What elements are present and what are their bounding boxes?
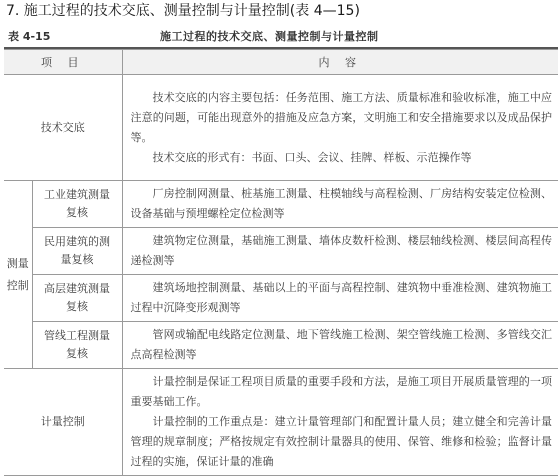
sub-content-civil-text: 建筑物定位测量，基础施工测量、墙体皮数杆检测、楼层轴线检测、楼层间高程传递检测等: [130, 234, 552, 267]
table-header-row: [4, 50, 558, 75]
measure-control-table: [4, 49, 558, 476]
sub-content-pipeline-text: 管网或输配电线路定位测量、地下管线施工检测、架空管线施工检测、多管线交汇点高程检测等: [130, 328, 552, 361]
sub-label-industrial: [32, 181, 122, 228]
sub-content-industrial: [122, 181, 558, 228]
sub-label-civil-line-2: 量复核: [60, 253, 94, 266]
row-label-tech-briefing: 技术交底: [4, 75, 122, 181]
table-row-measure-civil: [4, 228, 558, 275]
sub-label-highrise: [32, 275, 122, 322]
sub-label-pipeline: [32, 322, 122, 369]
measure-control-label-line-2: 控制: [6, 278, 29, 292]
row-content-metering: [122, 369, 558, 476]
column-header-item: 项 目: [4, 50, 122, 75]
sub-label-industrial-line-1: 工业建筑测量: [44, 188, 110, 201]
sub-content-civil: [122, 228, 558, 275]
sub-label-pipeline-line-2: 复核: [66, 347, 88, 360]
metering-paragraph-1: 计量控制是保证工程项目质量的重要手段和方法，是施工项目开展质量管理的一项重要基础工作。: [130, 375, 552, 408]
sub-content-industrial-text: 厂房控制网测量、桩基施工测量、柱模轴线与高程检测、厂房结构安装定位检测、设备基础与预埋螺栓定位检测等: [130, 187, 552, 220]
measure-control-label-line-1: 测量: [6, 256, 29, 270]
sub-content-pipeline: [122, 322, 558, 369]
column-header-content: 内 容: [122, 50, 558, 75]
sub-content-highrise: [122, 275, 558, 322]
sub-label-civil-line-1: 民用建筑的测: [44, 235, 110, 248]
table-title: 施工过程的技术交底、测量控制与计量控制: [160, 30, 379, 43]
table-row-measure-pipeline: [4, 322, 558, 369]
sub-label-pipeline-line-1: 管线工程测量: [44, 329, 110, 342]
sub-label-civil: [32, 228, 122, 275]
sub-label-highrise-line-2: 复核: [66, 300, 88, 313]
sub-label-industrial-line-2: 复核: [66, 206, 88, 219]
table-row-measure-highrise: [4, 275, 558, 322]
tech-briefing-paragraph-1: 技术交底的内容主要包括：任务范围、施工方法、质量标准和验收标准，施工中应注意的问题，可能出现意外的措施及应急方案，文明施工和安全措施要求以及成品保护等。: [130, 90, 552, 144]
table-number: 表 4-15: [8, 30, 51, 43]
section-heading: 7. 施工过程的技术交底、测量控制与计量控制(表 4—15): [6, 3, 360, 19]
table-row-metering: [4, 369, 558, 476]
metering-paragraph-2: 计量控制的工作重点是：建立计量管理部门和配置计量人员；建立健全和完善计量管理的规章制度；严格按规定有效控制计量器具的使用、保管、维修和检验；监督计量过程的实施，保证计量的准确: [130, 415, 552, 468]
table-row-measure-industrial: [4, 181, 558, 228]
row-label-measure-control: [4, 181, 32, 369]
sub-content-highrise-text: 建筑场地控制测量、基础以上的平面与高程控制、建筑物中垂准检测、建筑物施工过程中沉降变形观测等: [130, 281, 552, 314]
tech-briefing-paragraph-2: 技术交底的形式有：书面、口头、会议、挂牌、样板、示范操作等: [152, 150, 472, 164]
sub-label-highrise-line-1: 高层建筑测量: [44, 282, 110, 295]
row-label-metering: 计量控制: [4, 369, 122, 476]
table-row-tech-briefing: [4, 75, 558, 181]
row-content-tech-briefing: [122, 75, 558, 181]
